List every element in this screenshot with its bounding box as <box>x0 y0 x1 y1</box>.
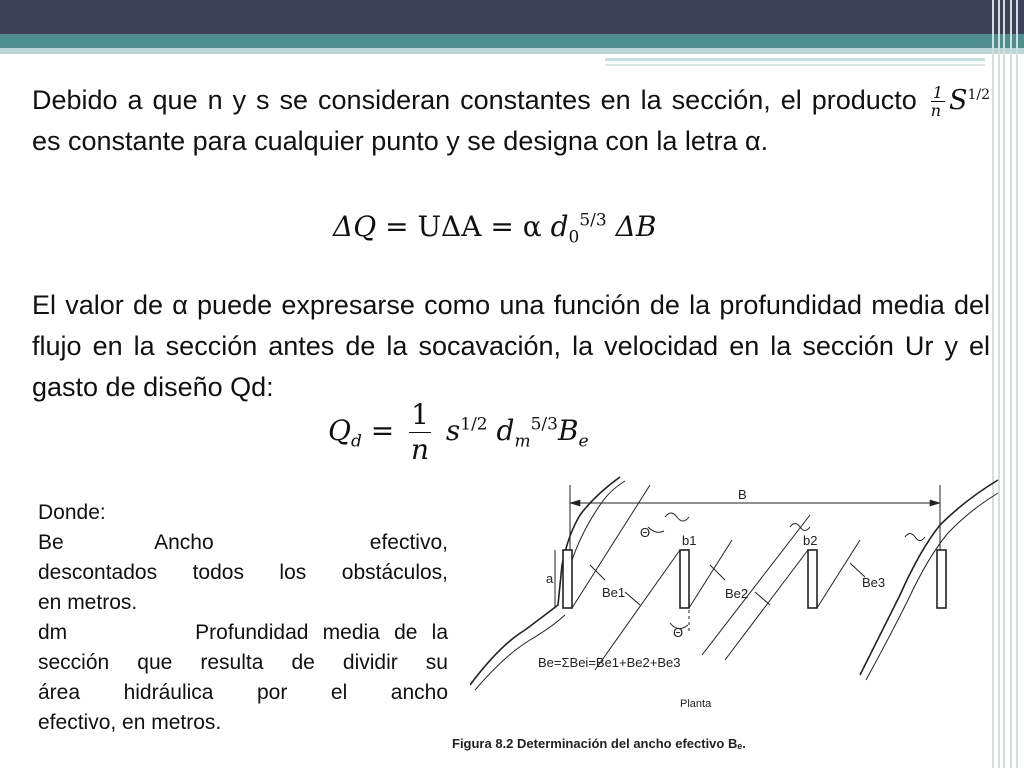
label-b1: b1 <box>682 533 697 548</box>
pier-right <box>937 550 946 608</box>
fraction-one-over-n <box>931 84 945 119</box>
eq1-lhs: ΔQ <box>333 210 377 243</box>
pier-2 <box>808 550 817 608</box>
definitions-title: Donde: <box>38 501 106 524</box>
label-planta: Planta <box>680 698 712 710</box>
label-be1: Be1 <box>602 585 626 600</box>
eq1-exp: 5/3 <box>579 210 607 231</box>
eq2-d-exp: 5/3 <box>530 414 558 435</box>
paragraph-alpha: El valor de α puede expresarse como una función de la profundidad media del flujo en la sección antes de la socavación, la velocidad en la sección Ur y el gasto de diseño Qd: <box>32 290 990 402</box>
label-theta-bottom: Θ <box>673 625 684 640</box>
paragraph-intro-before: Debido a que n y s se consideran constantes en la sección, el producto <box>32 85 917 115</box>
eq2-q: Q <box>328 414 351 447</box>
eq1-d: d <box>550 210 569 243</box>
eq2-d: d <box>496 414 515 447</box>
label-be3: Be3 <box>862 575 886 590</box>
paragraph-intro <box>32 80 990 162</box>
def-dm-line-1: dm Profundidad media de la <box>38 621 448 644</box>
def-be-line-3: en metros. <box>38 591 138 614</box>
label-formula: Be=ΣBei=Be1+Be2+Be3 <box>538 655 681 670</box>
def-dm-line-3: área hidráulica por el ancho <box>38 681 448 704</box>
header-band-light <box>0 48 1024 54</box>
eq1-rhs: ΔB <box>615 210 657 243</box>
pier-1 <box>680 550 689 608</box>
header-band-teal <box>0 34 1024 48</box>
fraction-denominator: n <box>930 101 942 121</box>
effective-width-diagram <box>470 455 1000 768</box>
eq2-frac-num: 1 <box>411 398 429 431</box>
label-be2: Be2 <box>725 586 749 601</box>
def-dm-line-4: efectivo, en metros. <box>38 711 222 734</box>
eq2-frac-den: n <box>411 433 430 466</box>
label-b2: b2 <box>803 533 818 548</box>
eq2-b: B <box>557 414 579 447</box>
def-be-line-2: descontados todos los obstáculos, <box>38 561 448 584</box>
def-dm-line-2: sección que resulta de dividir su <box>38 651 448 674</box>
header-band-dark <box>0 0 1024 34</box>
label-B: B <box>738 487 747 502</box>
eq1-d-sub: 0 <box>568 227 580 248</box>
equation-delta-q <box>333 210 657 248</box>
def-be-line-1: Be Ancho efectivo, <box>38 531 448 554</box>
figure-caption: Figura 8.2 Determinación del ancho efectivo Bₑ. <box>452 736 746 751</box>
eq1-alpha: α <box>522 210 542 243</box>
eq2-q-sub: d <box>350 431 362 452</box>
slope-symbol: S <box>948 85 968 116</box>
pier-left <box>563 550 572 608</box>
slope-exponent: 1/2 <box>967 87 990 103</box>
header-accent-line <box>605 58 985 61</box>
eq2-s: s <box>445 414 461 447</box>
label-a: a <box>546 571 554 586</box>
header-accent-line-2 <box>605 64 985 66</box>
paragraph-intro-after: es constante para cualquier punto y se designa con la letra α. <box>32 126 769 156</box>
eq2-fraction <box>409 398 431 467</box>
fraction-numerator: 1 <box>932 83 943 103</box>
label-theta-top: Θ <box>640 525 651 540</box>
definitions-block <box>38 498 448 738</box>
eq1-mid: = UΔA = <box>385 210 514 243</box>
eq2-equals: = <box>370 414 395 447</box>
eq2-d-sub: m <box>514 431 531 452</box>
eq2-b-sub: e <box>578 431 589 452</box>
eq2-s-exp: 1/2 <box>460 414 488 435</box>
